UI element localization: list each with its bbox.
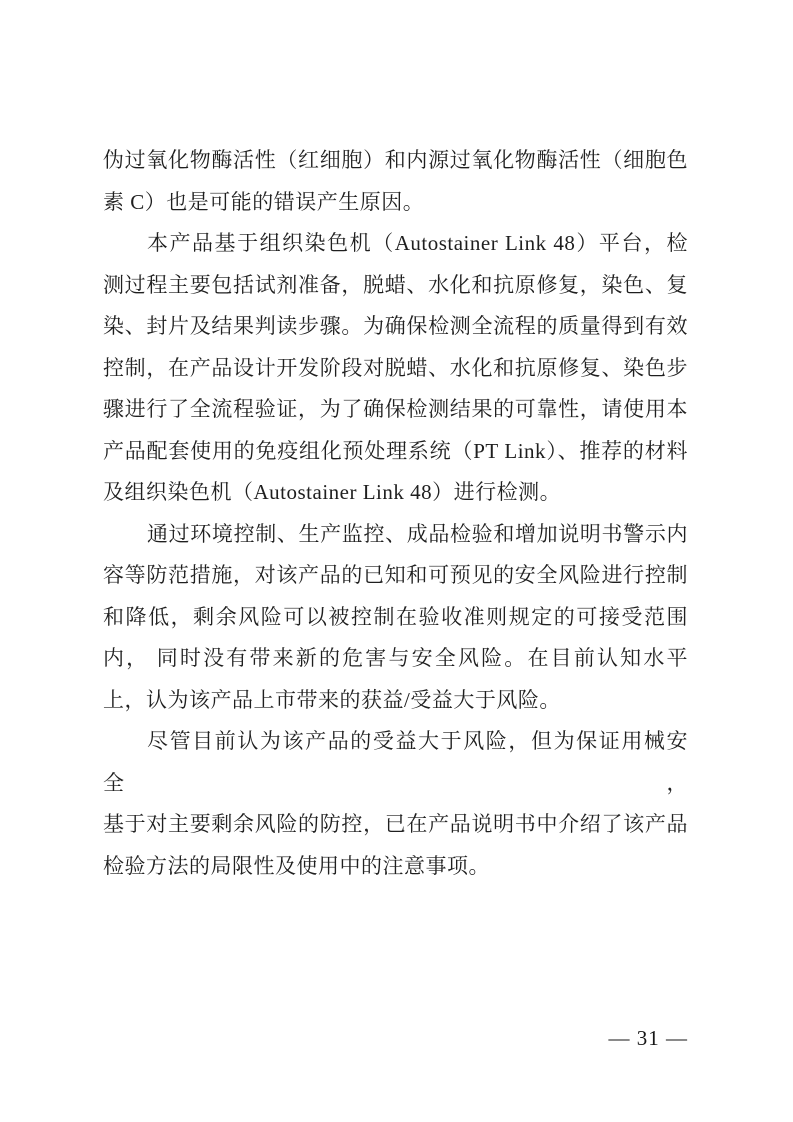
text-line: 测过程主要包括试剂准备，脱蜡、水化和抗原修复，染色、复: [103, 272, 688, 297]
text-line: 通过环境控制、生产监控、成品检验和增加说明书警示内: [147, 521, 688, 546]
text-line: 上，认为该产品上市带来的获益/受益大于风险。: [103, 687, 561, 712]
text-line: 伪过氧化物酶活性（红细胞）和内源过氧化物酶活性（细胞色: [103, 148, 688, 172]
text-line: 和降低，剩余风险可以被控制在验收准则规定的可接受范围: [103, 604, 688, 629]
text-line: 尽管目前认为该产品的受益大于风险，但为保证用械安全，: [103, 729, 688, 795]
text-line: 控制，在产品设计开发阶段对脱蜡、水化和抗原修复、染色步: [103, 355, 688, 380]
page-number: — 31 —: [608, 1026, 688, 1050]
text-line: 内， 同时没有带来新的危害与安全风险。在目前认知水平: [103, 646, 688, 670]
page-footer: [609, 1025, 689, 1051]
text-line: 染、封片及结果判读步骤。为确保检测全流程的质量得到有效: [103, 314, 688, 338]
text-line: 基于对主要剩余风险的防控，已在产品说明书中介绍了该产品: [103, 812, 688, 836]
text-line: 及组织染色机（Autostainer Link 48）进行检测。: [103, 480, 562, 504]
text-line: 素 C）也是可能的错误产生原因。: [103, 189, 425, 214]
paragraph: [103, 721, 688, 887]
text-line: 容等防范措施，对该产品的已知和可预见的安全风险进行控制: [103, 563, 688, 587]
document-body: [103, 140, 688, 887]
text-line: 本产品基于组织染色机（Autostainer Link 48）平台，检: [147, 231, 688, 255]
paragraph: [103, 223, 688, 514]
text-line: 产品配套使用的免疫组化预处理系统（PT Link）、推荐的材料: [103, 438, 688, 463]
text-line: 检验方法的局限性及使用中的注意事项。: [103, 853, 490, 878]
paragraph: [103, 140, 688, 223]
text-line: 骤进行了全流程验证，为了确保检测结果的可靠性，请使用本: [103, 397, 688, 421]
paragraph: [103, 514, 688, 722]
